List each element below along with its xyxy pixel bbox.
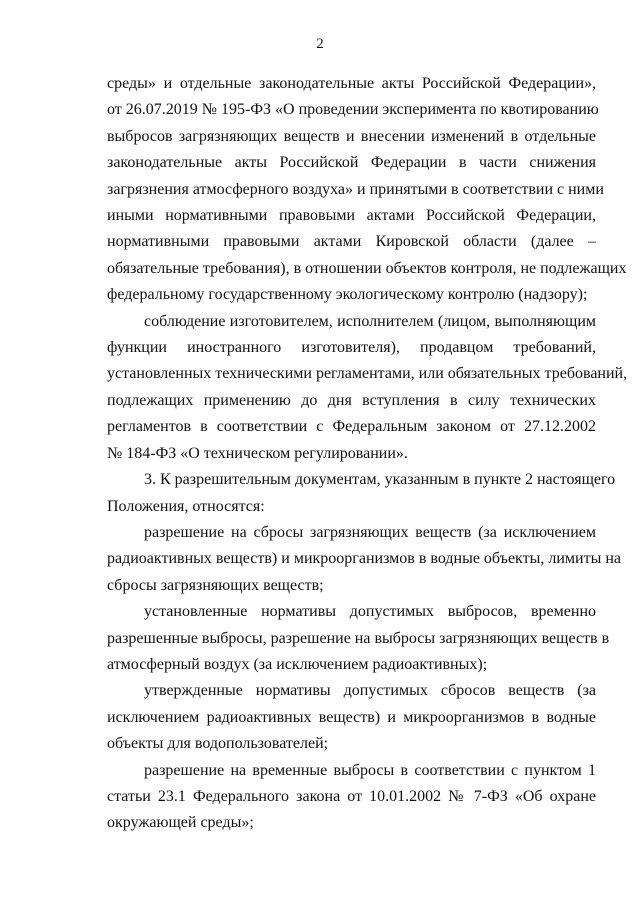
text-line: исключением радиоактивных веществ) и микроорганизмов в водные xyxy=(107,708,596,726)
text-line: Положения, относятся: xyxy=(107,497,265,515)
text-line: функции иностранного изготовителя), продавцом требований, xyxy=(107,339,596,357)
text-line: сбросы загрязняющих веществ; xyxy=(107,576,324,594)
text-line: федеральному государственному экологическому контролю (надзору); xyxy=(107,286,588,304)
text-line: утвержденные нормативы допустимых сбросов веществ (за xyxy=(144,682,596,700)
text-line: регламентов в соответствии с Федеральным законом от 27.12.2002 xyxy=(107,418,596,436)
text-line: от 26.07.2019 № 195-ФЗ «О проведении эксперимента по квотированию xyxy=(107,101,599,119)
text-line: соблюдение изготовителем, исполнителем (лицом, выполняющим xyxy=(144,312,596,330)
text-line: выбросов загрязняющих веществ и внесении изменений в отдельные xyxy=(107,127,596,145)
text-line: среды» и отдельные законодательные акты Российской Федерации», xyxy=(107,75,596,92)
page-number: 2 xyxy=(316,36,324,52)
text-line: объекты для водопользователей; xyxy=(107,735,329,753)
text-line: загрязнения атмосферного воздуха» и принятыми в соответствии с ними xyxy=(107,180,604,198)
text-line: подлежащих применению до дня вступления в силу технических xyxy=(107,391,596,409)
text-line: обязательные требования), в отношении объектов контроля, не подлежащих xyxy=(107,259,627,277)
text-line: разрешение на временные выбросы в соответствии с пунктом 1 xyxy=(144,761,596,779)
text-line: законодательные акты Российской Федерации в части снижения xyxy=(107,154,596,172)
text-line: нормативными правовыми актами Кировской области (далее – xyxy=(107,233,596,251)
text-line: установленные нормативы допустимых выбросов, временно xyxy=(144,603,596,621)
text-line: разрешенные выбросы, разрешение на выбросы загрязняющих веществ в xyxy=(107,629,610,647)
text-line: статьи 23.1 Федерального закона от 10.01.2002 № 7-ФЗ «Об охране xyxy=(107,787,596,805)
text-line: разрешение на сбросы загрязняющих веществ (за исключением xyxy=(144,523,596,541)
text-line: установленных техническими регламентами, или обязательных требований, xyxy=(107,365,628,383)
document-body xyxy=(107,71,628,837)
text-line: радиоактивных веществ) и микроорганизмов в водные объекты, лимиты на xyxy=(107,550,621,568)
text-line: окружающей среды»; xyxy=(107,814,254,832)
text-line: 3. К разрешительным документам, указанным в пункте 2 настоящего xyxy=(144,471,616,489)
text-line: № 184-ФЗ «О техническом регулировании». xyxy=(107,444,408,462)
text-line: иными нормативными правовыми актами Российской Федерации, xyxy=(107,207,596,225)
text-line: атмосферный воздух (за исключением радиоактивных); xyxy=(107,655,488,673)
